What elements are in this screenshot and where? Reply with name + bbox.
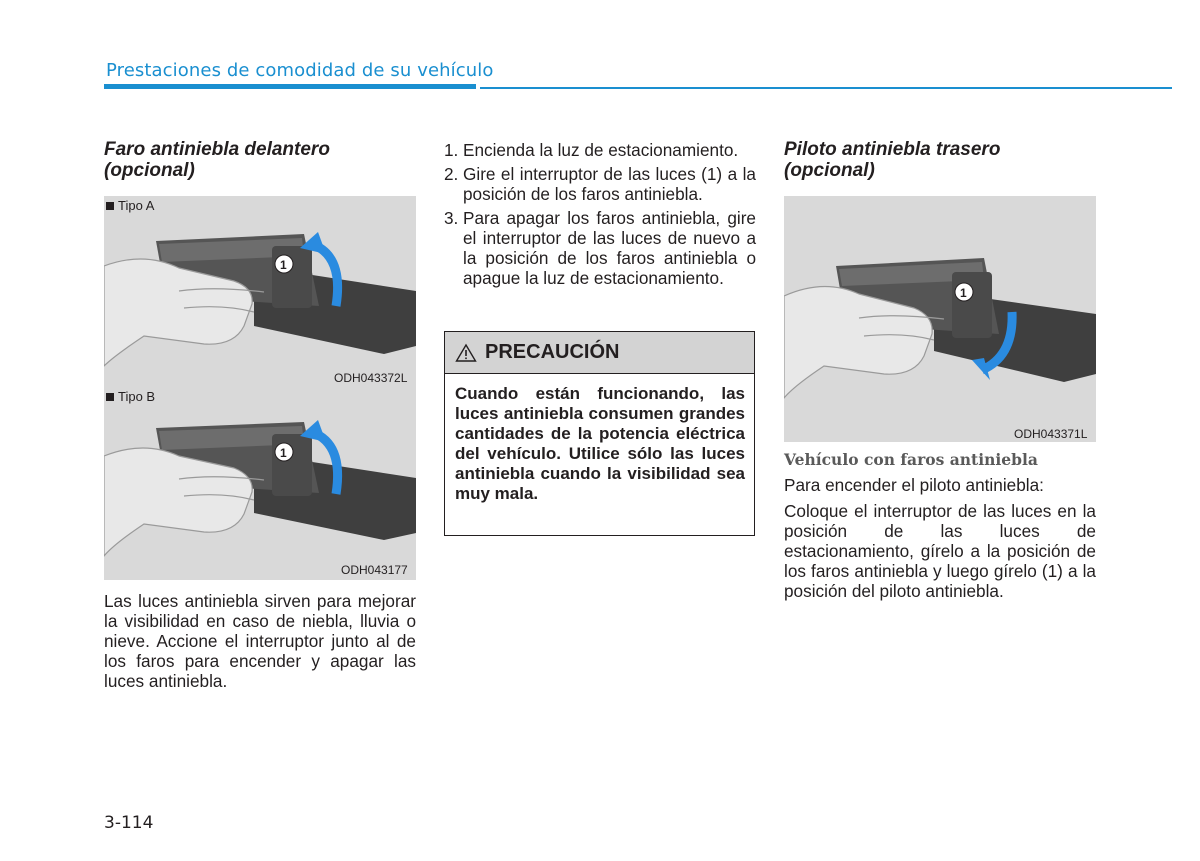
header-rule [104,84,476,89]
steps-list [444,140,756,292]
step-item: 2. Gire el interruptor de las luces (1) a la posición de los faros antiniebla. [444,164,756,204]
figure-rear-code: ODH043371L [1014,427,1088,441]
front-fog-title-line1: Faro antiniebla delantero [104,139,330,160]
rear-fog-title [784,139,1104,181]
figure-b-code: ODH043177 [341,563,408,577]
step-item: 3. Para apagar los faros antiniebla, gire el interruptor de las luces de nuevo a la posición de los faros antiniebla o apague la luz de estacionamiento. [444,208,756,288]
front-fog-title [104,139,424,181]
header-rule-thin [480,87,1172,89]
step-item: 1. Encienda la luz de estacionamiento. [444,140,739,160]
rear-fog-para2: Coloque el interruptor de las luces en la posición de las luces de estacionamiento, gírelo a la posición de los faros antiniebla y luego gírelo (1) a la posición del piloto antiniebla. [784,501,1096,601]
figure-rear-fog [784,196,1096,442]
stalk-illustration-rear [784,196,1096,442]
figure-type-a [104,196,416,388]
rear-fog-subheading: Vehículo con faros antiniebla [784,450,1038,469]
figure-a-label [106,198,154,213]
callout-1-a: 1 [280,258,287,272]
caution-header [445,332,754,374]
figure-a-code: ODH043372L [334,371,408,385]
figure-type-b [104,388,416,580]
front-fog-title-line2: (opcional) [104,160,195,181]
page-number: 3-114 [104,813,154,833]
front-fog-body: Las luces antiniebla sirven para mejorar la visibilidad en caso de niebla, lluvia o nieve. Accione el interruptor junto al de los faros para encender y apagar las luces antiniebla. [104,591,416,691]
warning-triangle-icon [455,343,477,363]
rear-fog-title-line2: (opcional) [784,160,875,181]
square-bullet-icon [106,393,114,401]
figure-a-label-text: Tipo A [118,198,155,213]
rear-fog-para1: Para encender el piloto antiniebla: [784,475,1044,495]
figure-b-label [106,389,155,404]
caution-box [444,331,755,536]
caution-body: Cuando están funcionando, las luces antiniebla consumen grandes cantidades de la potencia eléctrica del vehículo. Utilice sólo las luces antiniebla cuando la visibilidad sea muy mala. [455,384,745,503]
square-bullet-icon [106,202,114,210]
figure-b-label-text: Tipo B [118,389,156,404]
rear-fog-title-line1: Piloto antiniebla trasero [784,139,1001,160]
header-title: Prestaciones de comodidad de su vehículo [106,60,494,81]
stalk-illustration-a [104,196,416,388]
callout-1-b: 1 [280,446,287,460]
caution-title: PRECAUCIÓN [485,341,620,363]
stalk-illustration-b [104,388,416,580]
callout-1-rear: 1 [960,286,967,300]
